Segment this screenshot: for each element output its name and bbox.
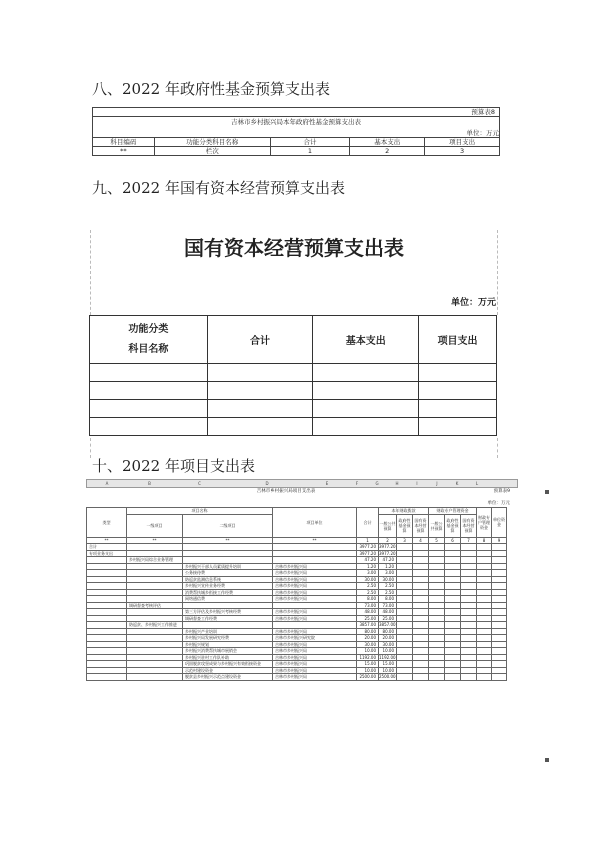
section8-title: 吉林市乡村振兴局本年政府性基金预算支出表 <box>92 116 500 127</box>
row-level2: 公务接待费 <box>183 570 273 577</box>
empty-cell <box>445 674 461 681</box>
header-cell: 国有资本经营预算 <box>461 514 477 537</box>
row-current-year: 20.00 <box>379 635 397 642</box>
row-level2: 乡村振兴干部人员素质提升培训 <box>183 563 273 570</box>
header-cell: 一般公共预算 <box>379 514 397 537</box>
table-cell <box>313 418 419 436</box>
row-level2: 乡村振兴消费帮扶城市展销会 <box>183 648 273 655</box>
row-current-year: 25.00 <box>379 615 397 622</box>
index-cell: ** <box>87 537 127 544</box>
row-unit: 吉林市乡村振兴局 <box>273 661 357 668</box>
row-total: 73.00 <box>357 602 379 609</box>
row-current-year: 3977.20 <box>379 544 396 550</box>
section10-heading: 十、2022 年项目支出表 <box>92 457 255 475</box>
header-cell: 基本支出 <box>313 316 419 364</box>
row-current-year: 80.00 <box>379 628 397 635</box>
row-total: 3977.20 <box>357 544 379 551</box>
index-cell: 1 <box>270 147 350 156</box>
row-level2: 调研督查工作经费 <box>183 615 273 622</box>
row-unit: 吉林市乡村振兴研究院 <box>273 635 357 642</box>
table-cell <box>207 418 313 436</box>
header-cell: 项目支出 <box>419 316 497 364</box>
row-total: 30.00 <box>357 641 379 648</box>
row-level2: 乡村振兴产业培训 <box>183 628 273 635</box>
row-current-year: 3857.00 <box>379 622 396 628</box>
section8-unit: 单位：万元 <box>92 127 500 137</box>
row-unit: 吉林市乡村振兴局 <box>273 641 357 648</box>
row-level2: 巩固脱贫攻坚成果与乡村振兴有效衔接资金 <box>183 661 273 668</box>
empty-cell <box>429 674 445 681</box>
row-unit: 吉林市乡村振兴局 <box>273 596 357 603</box>
table-header-row <box>90 316 497 364</box>
header-cell: 项目单位 <box>273 508 357 538</box>
table-cell <box>90 382 208 400</box>
header-cell: 单位资金 <box>492 508 507 538</box>
row-total: 8.00 <box>357 596 379 603</box>
row-current-year: 8.00 <box>379 596 397 603</box>
section8-heading: 八、2022 年政府性基金预算支出表 <box>92 80 330 98</box>
index-cell: 3 <box>397 537 413 544</box>
row-total: 10.00 <box>357 667 379 674</box>
header-cell: 国有资本经营预算 <box>413 514 429 537</box>
table-cell <box>207 400 313 418</box>
row-current-year: 1192.00 <box>379 654 396 660</box>
empty-cell <box>397 674 413 681</box>
row-total: 15.00 <box>357 661 379 668</box>
table-cell <box>419 382 497 400</box>
row-total: 1.20 <box>357 563 379 570</box>
row-level2: 消费帮扶城乡衔接工作经费 <box>183 589 273 596</box>
table-row <box>90 364 497 382</box>
table-cell <box>207 382 313 400</box>
row-current-year: 2.50 <box>379 583 397 590</box>
header-cell: 项目名称 <box>127 508 273 515</box>
col-letter: K <box>455 481 459 486</box>
row-type: 合计 <box>87 544 127 551</box>
col-letter: H <box>395 481 399 486</box>
row-unit: 吉林市乡村振兴局 <box>273 589 357 596</box>
header-cell: 财政专户管理资金 <box>429 508 477 515</box>
section10-unit: 单位：万元 <box>487 501 510 506</box>
table-row <box>90 382 497 400</box>
index-cell: 7 <box>461 537 477 544</box>
table-cell <box>419 364 497 382</box>
index-cell: 5 <box>429 537 445 544</box>
row-current-year: 2500.00 <box>379 674 396 680</box>
header-cell: 一级项目 <box>127 514 183 537</box>
row-level2: 示范村建设资金 <box>183 667 273 674</box>
row-current-year: 48.00 <box>379 609 397 616</box>
index-cell: 3 <box>425 147 500 156</box>
section8-table-container <box>92 107 500 156</box>
row-total: 25.00 <box>357 615 379 622</box>
section10-title: 吉林市乡村振兴局项目支出表 <box>256 489 316 494</box>
col-letter: L <box>475 481 479 486</box>
empty-cell <box>492 674 507 681</box>
row-unit: 吉林市乡村振兴局 <box>273 615 357 622</box>
table-header-row <box>93 138 500 147</box>
header-cell: 合计 <box>207 316 313 364</box>
row-current-year: 1.20 <box>379 563 397 570</box>
row-current-year: 30.00 <box>379 641 397 648</box>
row-total: 30.00 <box>357 576 379 583</box>
index-cell: 栏次 <box>154 147 270 156</box>
table-cell <box>90 400 208 418</box>
index-cell: ** <box>93 147 155 156</box>
table-cell <box>313 400 419 418</box>
row-unit: 吉林市乡村振兴局 <box>273 667 357 674</box>
row-current-year: 2.50 <box>379 589 397 596</box>
table-cell <box>419 400 497 418</box>
index-cell: 6 <box>445 537 461 544</box>
section9-title: 国有资本经营预算支出表 <box>184 236 404 260</box>
row-level1: 调研督查考核评估 <box>127 602 183 609</box>
row-total: 48.00 <box>357 609 379 616</box>
table-cell <box>313 364 419 382</box>
empty-cell <box>413 674 429 681</box>
row-total: 3.00 <box>357 570 379 577</box>
index-cell: ** <box>127 537 183 544</box>
row-current-year: 30.00 <box>379 576 397 583</box>
row-level2: 网络通信费 <box>183 596 273 603</box>
scan-mark <box>545 758 549 762</box>
row-current-year: 3977.20 <box>379 550 396 556</box>
row-current-year: 10.00 <box>379 648 397 655</box>
table-cell <box>90 418 208 436</box>
col-letter: D <box>265 481 269 486</box>
row-total: 10.00 <box>357 648 379 655</box>
section9-right-border-bottom <box>497 438 498 458</box>
index-cell: 9 <box>492 537 507 544</box>
header-cell: 合计 <box>357 508 379 538</box>
col-letter: E <box>325 481 329 486</box>
row-level2: 脱贫县乡村振兴示范点建设资金 <box>183 674 273 681</box>
header-cell: 二级项目 <box>183 514 273 537</box>
index-cell: 1 <box>357 537 379 544</box>
section10-table-body <box>87 544 507 681</box>
row-unit: 吉林市乡村振兴局 <box>273 583 357 590</box>
col-letter: A <box>105 481 109 486</box>
row-level1: 防返贫、乡村振兴工作推进 <box>127 622 183 629</box>
header-func: 功能分类 <box>128 323 169 335</box>
row-level2: 乡村振兴规划 <box>183 641 273 648</box>
header-cell: 类型 <box>87 508 127 538</box>
section10-table-code: 预算表9 <box>493 489 510 494</box>
header-cell: 一般公共预算 <box>429 514 445 537</box>
table-cell <box>313 382 419 400</box>
col-letter: I <box>416 481 418 486</box>
row-total: 2.50 <box>357 583 379 590</box>
table-row <box>90 418 497 436</box>
col-letter: J <box>436 481 438 486</box>
index-cell: 4 <box>413 537 429 544</box>
index-cell: 8 <box>477 537 492 544</box>
header-cell: 功能分类科目名称 <box>154 138 270 147</box>
col-letter: G <box>375 481 379 486</box>
section9-unit: 单位：万元 <box>450 298 496 308</box>
header-cell: 科目编码 <box>93 138 155 147</box>
index-cell: ** <box>183 537 273 544</box>
row-level2: 第三方评估及乡村振兴考核经费 <box>183 609 273 616</box>
scan-mark <box>545 490 549 494</box>
col-letter: B <box>148 481 151 486</box>
row-type: 专项业务支出 <box>87 550 127 557</box>
row-total: 20.00 <box>357 635 379 642</box>
row-unit: 吉林市乡村振兴局 <box>273 570 357 577</box>
row-total: 47.20 <box>357 557 379 564</box>
row-unit: 吉林市乡村振兴局 <box>273 563 357 570</box>
header-name: 科目名称 <box>128 343 169 355</box>
table-row <box>93 147 500 156</box>
col-letter: C <box>198 481 201 486</box>
row-level2: 防返贫监测信息系统 <box>183 576 273 583</box>
section10-table <box>86 507 507 681</box>
index-cell: ** <box>273 537 357 544</box>
table-row <box>90 400 497 418</box>
row-current-year: 3.00 <box>379 570 397 577</box>
row-current-year: 10.00 <box>379 667 397 674</box>
row-total: 3857.00 <box>357 622 379 629</box>
row-level2: 乡村振兴局发展研究经费 <box>183 635 273 642</box>
section9-left-border-bottom <box>90 438 91 458</box>
row-total: 1192.00 <box>357 654 379 661</box>
row-total: 2.50 <box>357 589 379 596</box>
header-cell: 本年财政拨款 <box>379 508 429 515</box>
row-level2: 乡村振兴宣传业务经费 <box>183 583 273 590</box>
row-level1 <box>127 674 183 681</box>
header-cell: 基本支出 <box>350 138 425 147</box>
col-letter: F <box>355 481 359 486</box>
header-cell: 项目支出 <box>425 138 500 147</box>
row-type <box>87 674 127 681</box>
table-cell <box>207 364 313 382</box>
row-unit: 吉林市乡村振兴局 <box>273 654 357 661</box>
row-total: 2500.00 <box>357 674 379 681</box>
section9-table <box>89 315 497 436</box>
table-cell <box>90 364 208 382</box>
section9-heading: 九、2022 年国有资本经营预算支出表 <box>92 179 345 197</box>
header-cell <box>90 316 208 364</box>
row-unit: 吉林市乡村振兴局 <box>273 576 357 583</box>
row-total: 3977.20 <box>357 550 379 557</box>
row-unit: 吉林市乡村振兴局 <box>273 628 357 635</box>
section8-table-code: 预算表8 <box>92 107 500 116</box>
row-total: 80.00 <box>357 628 379 635</box>
row-current-year: 73.00 <box>379 602 397 609</box>
header-cell: 合计 <box>270 138 350 147</box>
table-cell <box>419 418 497 436</box>
table-row <box>87 674 507 681</box>
header-cell: 政府性基金预算 <box>397 514 413 537</box>
header-cell: 政府性基金预算 <box>445 514 461 537</box>
row-unit: 吉林市乡村振兴局 <box>273 648 357 655</box>
empty-cell <box>461 674 477 681</box>
row-level2: 乡村振兴驻村工作队补助 <box>183 654 273 661</box>
empty-cell <box>477 674 492 681</box>
row-unit: 吉林市乡村振兴局 <box>273 674 357 681</box>
column-letter-bar <box>86 479 518 488</box>
index-cell: 2 <box>350 147 425 156</box>
row-current-year: 15.00 <box>379 661 397 668</box>
row-level1: 乡村振兴局综合业务管理 <box>127 557 183 564</box>
header-cell: 财政专户管理资金 <box>477 508 492 538</box>
index-cell: 2 <box>379 537 397 544</box>
row-current-year: 47.20 <box>379 557 397 564</box>
row-unit: 吉林市乡村振兴局 <box>273 609 357 616</box>
section8-table <box>92 137 500 156</box>
